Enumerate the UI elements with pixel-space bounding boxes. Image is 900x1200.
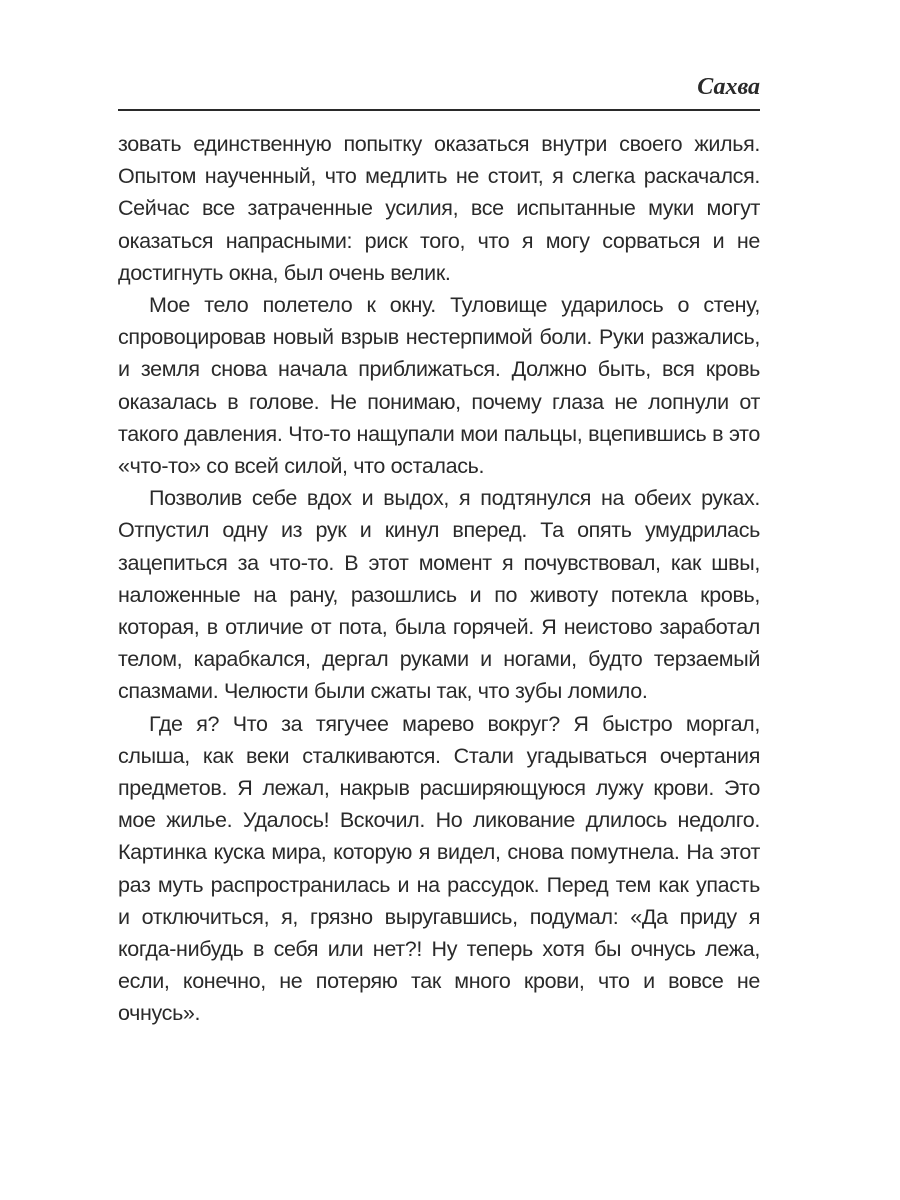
paragraph-1: зовать единственную попытку оказаться внутри своего жилья. Опытом наученный, что медлить не стоит, я слегка раскачался. Сейчас все затраченные усилия, все испытанные муки могут оказаться напрасными: риск того, что я могу сорваться и не достигнуть окна, был очень велик. — [118, 132, 760, 285]
paragraph-2: Мое тело полетело к окну. Туловище ударилось о стену, спровоцировав новый взрыв нестерпимой боли. Руки разжались, и земля снова начала приближаться. Должно быть, вся кровь оказалась в голове. Не понимаю, почему глаза не лопнули от такого давления. Что-то нащупали мои пальцы, вцепившись в это «что-то» со всей силой, что осталась. — [118, 293, 760, 479]
running-title: Сахва — [697, 74, 760, 100]
page-body — [118, 128, 760, 1030]
header-rule — [118, 109, 760, 111]
paragraph-4: Где я? Что за тягучее марево вокруг? Я быстро моргал, слыша, как веки сталкиваются. Стали угадываться очертания предметов. Я лежал, накрыв расширяющуюся лужу крови. Это мое жилье. Удалось! Вскочил. Но ликование длилось недолго. Картинка куска мира, которую я видел, снова помутнела. На этот раз муть распространилась и на рассудок. Перед тем как упасть и отключиться, я, грязно выругавшись, подумал: «Да приду я когда-нибудь в себя или нет?! Ну теперь хотя бы очнусь лежа, если, конечно, не потеряю так много крови, что и вовсе не очнусь». — [118, 711, 760, 1026]
paragraph-3: Позволив себе вдох и выдох, я подтянулся на обеих руках. Отпустил одну из рук и кинул вперед. Та опять умудрилась зацепиться за что-то. В этот момент я почувствовал, как швы, наложенные на рану, разошлись и по животу потекла кровь, которая, в отличие от пота, была горячей. Я неистово заработал телом, карабкался, дергал руками и ногами, будто терзаемый спазмами. Челюсти были сжаты так, что зубы ломило. — [118, 486, 760, 704]
